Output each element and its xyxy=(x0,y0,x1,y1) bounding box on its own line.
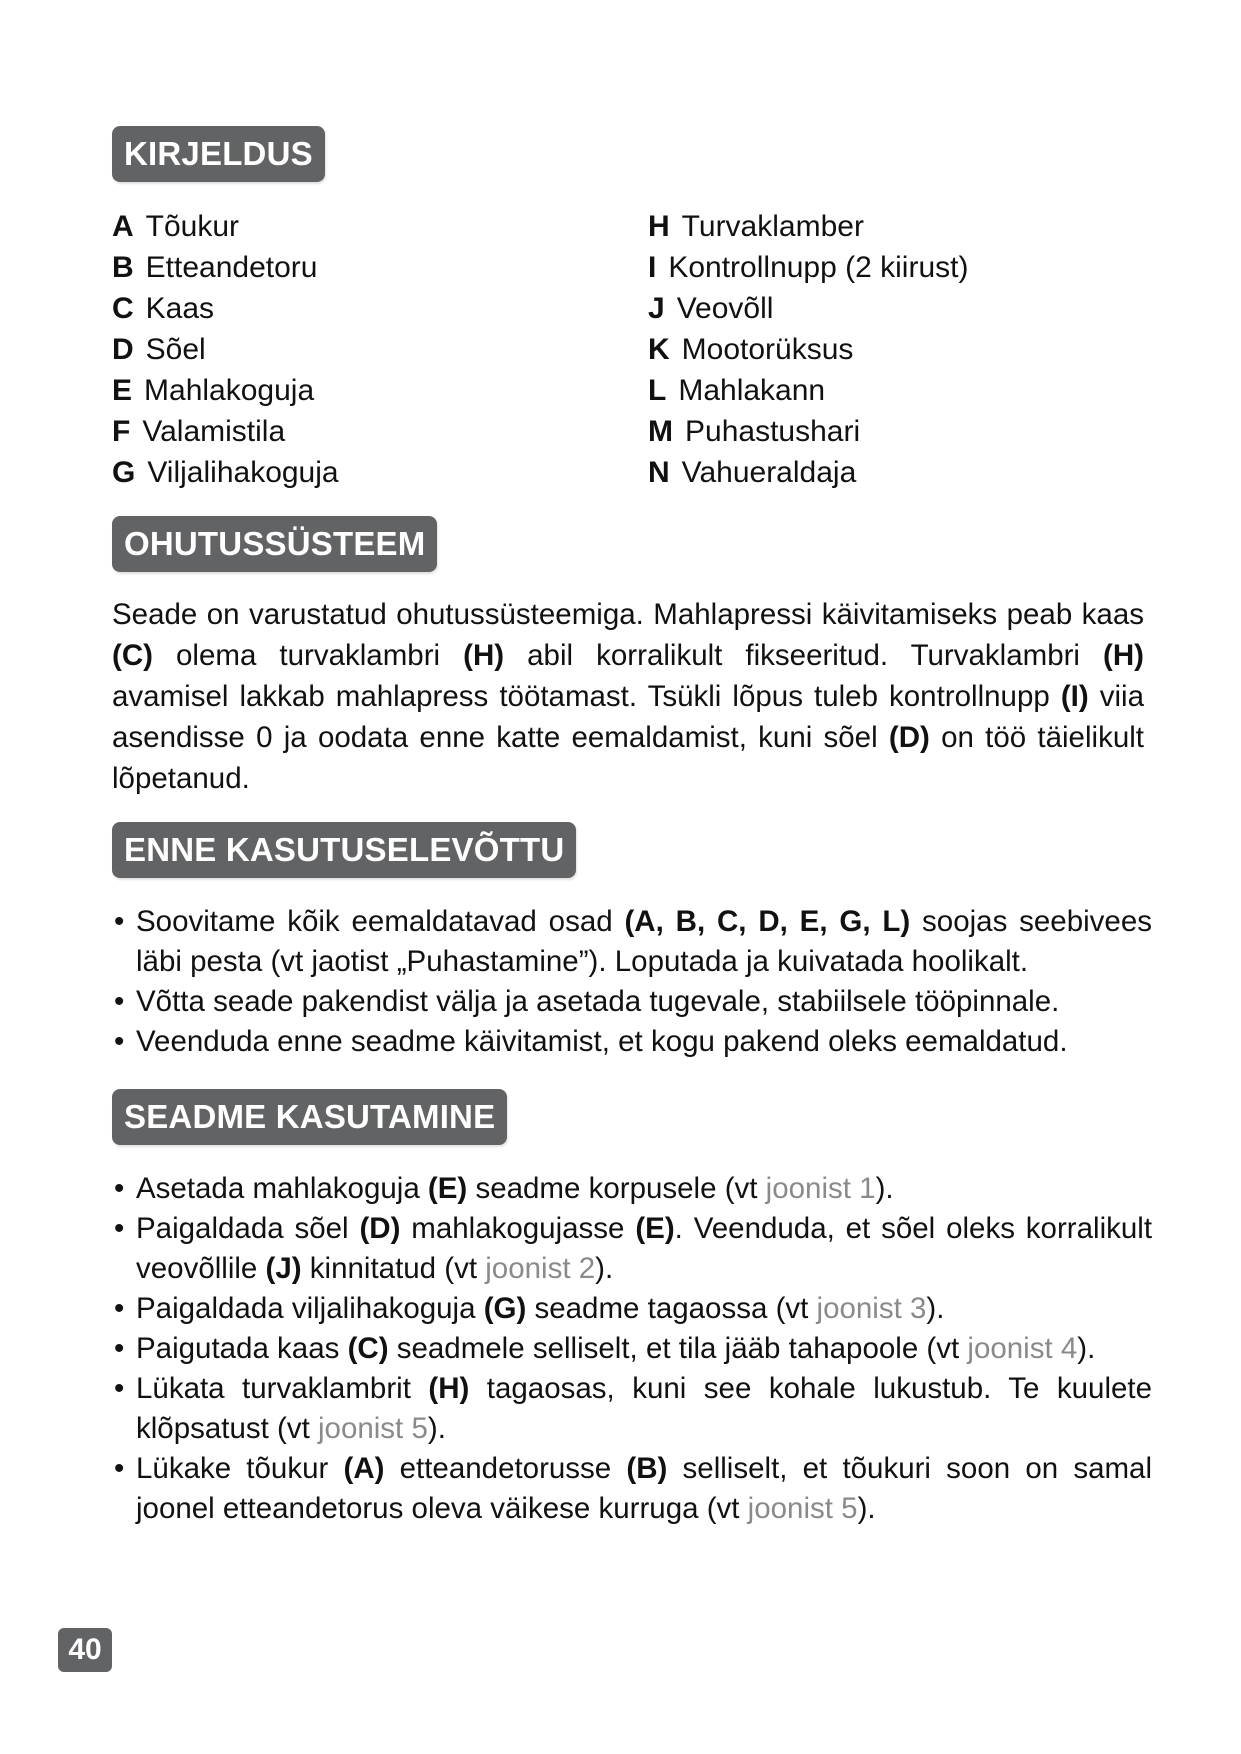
text: mahlakogujasse xyxy=(400,1212,636,1245)
part-key: I xyxy=(648,251,657,284)
text: Lükake tõukur xyxy=(136,1452,344,1485)
figure-ref-link[interactable]: joonist 5 xyxy=(747,1492,858,1525)
text: seadmele selliselt, et tila jääb tahapoole (vt xyxy=(388,1332,968,1365)
part-ref: (C) xyxy=(347,1332,389,1365)
bullet-icon: • xyxy=(114,985,125,1018)
text: viia asendisse 0 ja oodata enne katte eemaldamist, kuni sõel xyxy=(112,680,1144,754)
list-item xyxy=(112,288,339,329)
text: etteandetorusse xyxy=(384,1452,627,1485)
part-key: C xyxy=(112,292,134,325)
part-ref: (G) xyxy=(483,1292,527,1325)
part-label: Viljalihakoguja xyxy=(147,456,339,489)
list-item xyxy=(648,247,968,288)
part-key: G xyxy=(112,456,136,489)
text: Asetada mahlakoguja xyxy=(136,1172,428,1205)
text: tagaosas, kuni see kohale lukustub. Te kuulete klõpsatust (vt xyxy=(136,1372,1153,1445)
list-item xyxy=(648,206,968,247)
list-item xyxy=(112,1449,1152,1529)
text: Võtta seade pakendist välja ja asetada tugevale, stabiilsele tööpinnale. xyxy=(136,985,1060,1018)
part-key: F xyxy=(112,415,131,448)
list-item xyxy=(112,1169,1152,1209)
text: abil korralikult fikseeritud. Turvaklambri xyxy=(504,639,1104,672)
section-header-before-use: ENNE KASUTUSELEVÕTTU xyxy=(112,822,576,878)
text: Soovitame kõik eemaldatavad osad xyxy=(136,905,625,938)
part-ref: (E) xyxy=(427,1172,468,1205)
text: ). xyxy=(1077,1332,1096,1365)
part-label: Kontrollnupp (2 kiirust) xyxy=(668,251,969,284)
text: kinnitatud (vt xyxy=(301,1252,486,1285)
list-item xyxy=(112,329,339,370)
part-label: Mahlakann xyxy=(678,374,826,407)
part-key: A xyxy=(112,210,134,243)
figure-ref-link[interactable]: joonist 1 xyxy=(765,1172,876,1205)
bullet-icon: • xyxy=(114,905,125,938)
part-label: Veovõll xyxy=(676,292,774,325)
parts-list-right xyxy=(648,206,968,493)
list-item xyxy=(112,206,339,247)
part-key: J xyxy=(648,292,665,325)
text: on töö täielikult lõpetanud. xyxy=(112,721,1144,795)
list-item xyxy=(112,370,339,411)
list-item xyxy=(112,452,339,493)
part-label: Puhastushari xyxy=(685,415,861,448)
text: avamisel lakkab mahlapress töötamast. Tsükli lõpus tuleb kontrollnupp xyxy=(112,680,1061,713)
bullet-icon: • xyxy=(114,1212,125,1245)
part-label: Sõel xyxy=(145,333,206,366)
part-key: N xyxy=(648,456,670,489)
bullet-icon: • xyxy=(114,1452,125,1485)
text: ). xyxy=(595,1252,614,1285)
text: Paigutada kaas xyxy=(136,1332,348,1365)
text: Paigaldada sõel xyxy=(136,1212,360,1245)
list-item xyxy=(112,411,339,452)
text: ). xyxy=(427,1412,446,1445)
list-item xyxy=(648,288,968,329)
part-ref: (H) xyxy=(428,1372,470,1405)
part-label: Mootorüksus xyxy=(681,333,854,366)
bullet-icon: • xyxy=(114,1372,125,1405)
text: olema turvaklambri xyxy=(152,639,464,672)
figure-ref-link[interactable]: joonist 5 xyxy=(317,1412,428,1445)
part-key: H xyxy=(648,210,670,243)
part-label: Tõukur xyxy=(145,210,240,243)
list-item xyxy=(112,902,1152,982)
page-number-badge: 40 xyxy=(58,1628,112,1672)
part-label: Mahlakoguja xyxy=(144,374,315,407)
text: selliselt, et tõukuri soon on samal joonel etteandetorus oleva väikese kurruga (vt xyxy=(136,1452,1153,1525)
part-label: Turvaklamber xyxy=(681,210,864,243)
part-label: Etteandetoru xyxy=(145,251,318,284)
text: seadme korpusele (vt xyxy=(467,1172,766,1205)
usage-list xyxy=(112,1169,1152,1529)
part-key: L xyxy=(648,374,667,407)
list-item xyxy=(112,1209,1152,1289)
part-label: Kaas xyxy=(145,292,215,325)
part-ref: (I) xyxy=(1060,680,1089,713)
part-ref: (D) xyxy=(359,1212,401,1245)
part-key: D xyxy=(112,333,134,366)
list-item xyxy=(648,452,968,493)
text: Veenduda enne seadme käivitamist, et kogu pakend oleks eemaldatud. xyxy=(136,1025,1068,1058)
list-item xyxy=(648,370,968,411)
part-ref: (J) xyxy=(265,1252,302,1285)
list-item xyxy=(112,1289,1152,1329)
text: ). xyxy=(857,1492,876,1525)
text: ). xyxy=(875,1172,894,1205)
bullet-icon: • xyxy=(114,1025,125,1058)
part-key: B xyxy=(112,251,134,284)
part-key: E xyxy=(112,374,133,407)
safety-paragraph xyxy=(112,594,1144,799)
section-header-safety: OHUTUSSÜSTEEM xyxy=(112,516,437,572)
text: seadme tagaossa (vt xyxy=(526,1292,817,1325)
part-ref: (B) xyxy=(626,1452,668,1485)
bullet-icon: • xyxy=(114,1332,125,1365)
part-ref: (C) xyxy=(112,639,153,672)
text: . Veenduda, et sõel oleks korralikult veovõllile xyxy=(136,1212,1153,1285)
list-item xyxy=(648,329,968,370)
figure-ref-link[interactable]: joonist 3 xyxy=(816,1292,927,1325)
text: soojas seebivees läbi pesta (vt jaotist „Puhastamine”). Loputada ja kuivatada hoolikalt. xyxy=(136,905,1152,978)
part-ref: (D) xyxy=(888,721,930,754)
figure-ref-link[interactable]: joonist 4 xyxy=(967,1332,1078,1365)
list-item xyxy=(112,982,1152,1022)
parts-list-left xyxy=(112,206,339,493)
figure-ref-link[interactable]: joonist 2 xyxy=(485,1252,596,1285)
part-ref: (H) xyxy=(1103,639,1144,672)
list-item xyxy=(112,247,339,288)
part-label: Vahueraldaja xyxy=(681,456,857,489)
bullet-icon: • xyxy=(114,1172,125,1205)
list-item xyxy=(112,1022,1152,1062)
part-ref: (A, B, C, D, E, G, L) xyxy=(624,905,911,938)
list-item xyxy=(648,411,968,452)
text: ). xyxy=(926,1292,945,1325)
text: Seade on varustatud ohutussüsteemiga. Mahlapressi käivitamiseks peab kaas xyxy=(112,598,1144,631)
text: Lükata turvaklambrit xyxy=(136,1372,429,1405)
section-header-description: KIRJELDUS xyxy=(112,126,325,182)
part-ref: (H) xyxy=(463,639,505,672)
part-label: Valamistila xyxy=(142,415,286,448)
list-item xyxy=(112,1329,1152,1369)
list-item xyxy=(112,1369,1152,1449)
bullet-icon: • xyxy=(114,1292,125,1325)
part-ref: (A) xyxy=(343,1452,385,1485)
before-use-list xyxy=(112,902,1152,1062)
section-header-usage: SEADME KASUTAMINE xyxy=(112,1089,507,1145)
part-key: K xyxy=(648,333,670,366)
text: Paigaldada viljalihakoguja xyxy=(136,1292,484,1325)
part-ref: (E) xyxy=(635,1212,675,1245)
part-key: M xyxy=(648,415,673,448)
